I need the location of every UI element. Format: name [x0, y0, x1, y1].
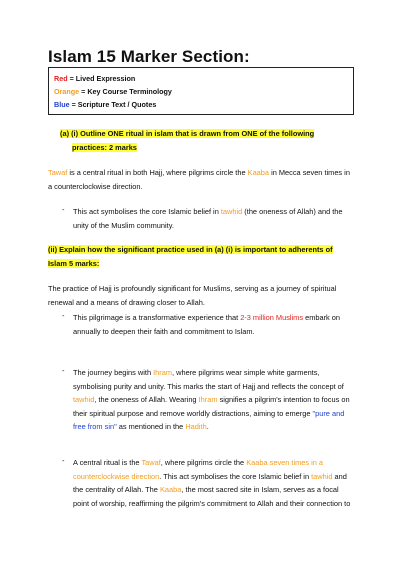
bullet-dash: - — [62, 456, 65, 465]
bullet-pilgrimage: This pilgrimage is a transformative experience that 2-3 million Muslims embark on annually to deepen their faith and commitment to Islam. — [73, 313, 341, 336]
bullet-tawhid-symbol: This act symbolises the core Islamic belief in tawhid (the oneness of Allah) and the unity of the Muslim community. — [73, 207, 343, 230]
paragraph-tawaf: Tawaf is a central ritual in both Hajj, where pilgrims circle the Kaaba in Mecca seven times in a counterclockwise direction. — [48, 168, 350, 191]
legend-orange: Orange = Key Course Terminology — [54, 87, 172, 96]
legend-blue: Blue = Scripture Text / Quotes — [54, 100, 157, 109]
question-a-i: (a) (i) Outline ONE ritual in islam that is drawn from ONE of the following practices: 2 marks — [60, 129, 315, 152]
bullet-dash: - — [62, 205, 65, 214]
bullet-tawaf-ritual: A central ritual is the Tawaf, where pilgrims circle the Kaaba seven times in a counterclockwise direction. This act symbolises the core Islamic belief in tawhid and the centrality of Allah. The Kaaba, the most sacred site in Islam, serves as a focal point of worship, reaffirming the pilgrim's commitment to Allah and their connection to — [73, 458, 351, 508]
bullet-ihram: The journey begins with Ihram, where pilgrims wear simple white garments, symbolising purity and unity. This marks the start of Hajj and reflects the concept of tawhid, the oneness of Allah. Wearing Ihram signifies a pilgrim's intention to focus on their spiritual purpose and remove worldly distractions, aiming to emerge "pure and free from sin" as mentioned in the Hadith. — [73, 368, 350, 432]
paragraph-hajj: The practice of Hajj is profoundly significant for Muslims, serving as a journey of spiritual renewal and a means of drawing closer to Allah. — [48, 284, 337, 307]
color-legend-box — [48, 67, 354, 115]
question-a-ii: (ii) Explain how the significant practice used in (a) (i) is important to adherents of Islam 5 marks: — [48, 245, 333, 268]
bullet-dash: - — [62, 311, 65, 320]
legend-red: Red = Lived Expression — [54, 74, 136, 83]
page-title: Islam 15 Marker Section: — [48, 47, 250, 66]
bullet-dash: - — [62, 366, 65, 375]
